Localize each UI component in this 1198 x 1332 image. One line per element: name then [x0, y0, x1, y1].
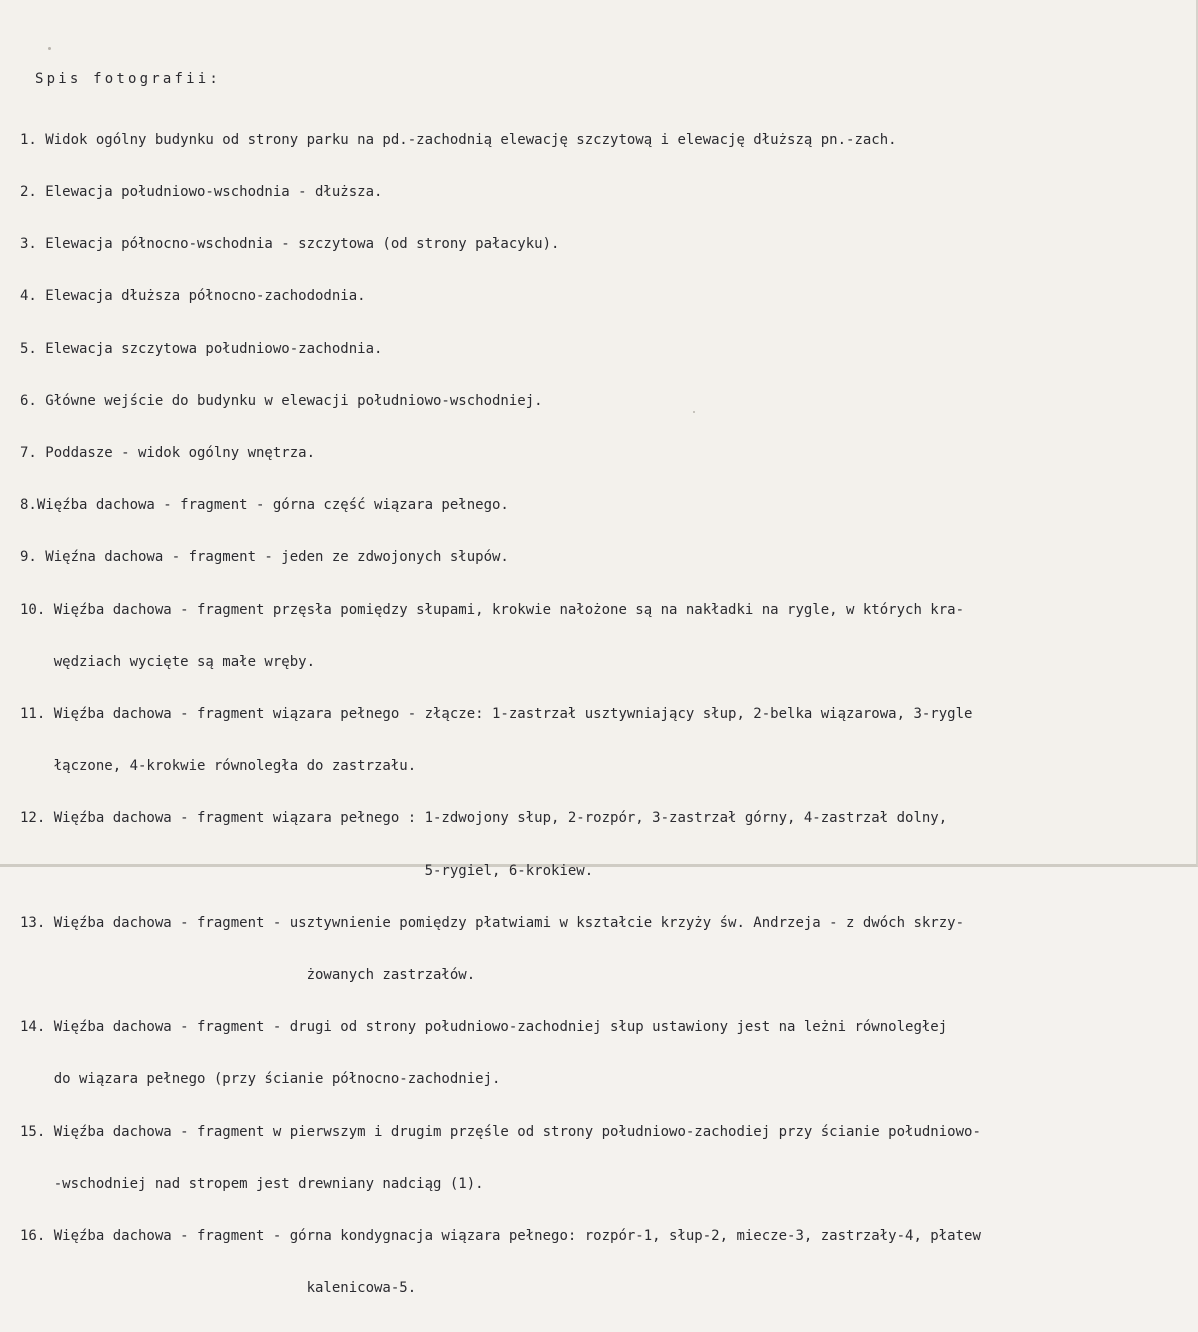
photo-list: [20, 97, 981, 1332]
list-line: -wschodniej nad stropem jest drewniany nadciąg (1).: [20, 1175, 484, 1192]
list-line: żowanych zastrzałów.: [20, 967, 476, 984]
list-line: 11. Więźba dachowa - fragment wiązara pełnego - złącze: 1-zastrzał usztywniający słup, 2-belka wiązarowa, 3-rygle: [20, 706, 973, 723]
list-line: łączone, 4-krokwie równoległa do zastrzału.: [20, 758, 417, 775]
list-line: 3. Elewacja północno-wschodnia - szczytowa (od strony pałacyku).: [20, 236, 560, 253]
list-line: 2. Elewacja południowo-wschodnia - dłuższa.: [20, 184, 383, 201]
list-line: 10. Więźba dachowa - fragment przęsła pomiędzy słupami, krokwie nałożone są na nakładki na rygle, w których kra-: [20, 601, 965, 618]
list-line: kalenicowa-5.: [20, 1280, 417, 1297]
document-heading: Spis fotografii:: [35, 71, 222, 87]
list-line: 16. Więźba dachowa - fragment - górna kondygnacja wiązara pełnego: rozpór-1, słup-2, miecze-3, zastrzały-4, płatew: [20, 1228, 981, 1245]
list-line: 12. Więźba dachowa - fragment wiązara pełnego : 1-zdwojony słup, 2-rozpór, 3-zastrzał górny, 4-zastrzał dolny,: [20, 810, 948, 827]
list-line: 4. Elewacja dłuższa północno-zachododnia.: [20, 288, 366, 305]
list-line: 5. Elewacja szczytowa południowo-zachodnia.: [20, 340, 383, 357]
list-line: 14. Więźba dachowa - fragment - drugi od strony południowo-zachodniej słup ustawiony jest na leżni równoległej: [20, 1019, 948, 1036]
paper-speck: [48, 47, 51, 50]
list-line: 15. Więźba dachowa - fragment w pierwszym i drugim przęśle od strony południowo-zachodiej przy ścianie południowo-: [20, 1123, 981, 1140]
list-line: 9. Więźna dachowa - fragment - jeden ze zdwojonych słupów.: [20, 549, 509, 566]
list-line: 13. Więźba dachowa - fragment - usztywnienie pomiędzy płatwiami w kształcie krzyży św. Andrzeja - z dwóch skrzy-: [20, 914, 965, 931]
list-line: 5-rygiel, 6-krokiew.: [20, 862, 594, 879]
list-line: 1. Widok ogólny budynku od strony parku na pd.-zachodnią elewację szczytową i elewację dłuższą pn.-zach.: [20, 131, 897, 148]
list-line: do wiązara pełnego (przy ścianie północno-zachodniej.: [20, 1071, 501, 1088]
list-line: 8.Więźba dachowa - fragment - górna część wiązara pełnego.: [20, 497, 509, 514]
list-line: 7. Poddasze - widok ogólny wnętrza.: [20, 445, 316, 462]
list-line: wędziach wycięte są małe wręby.: [20, 653, 316, 670]
list-line: 6. Główne wejście do budynku w elewacji południowo-wschodniej.: [20, 392, 543, 409]
